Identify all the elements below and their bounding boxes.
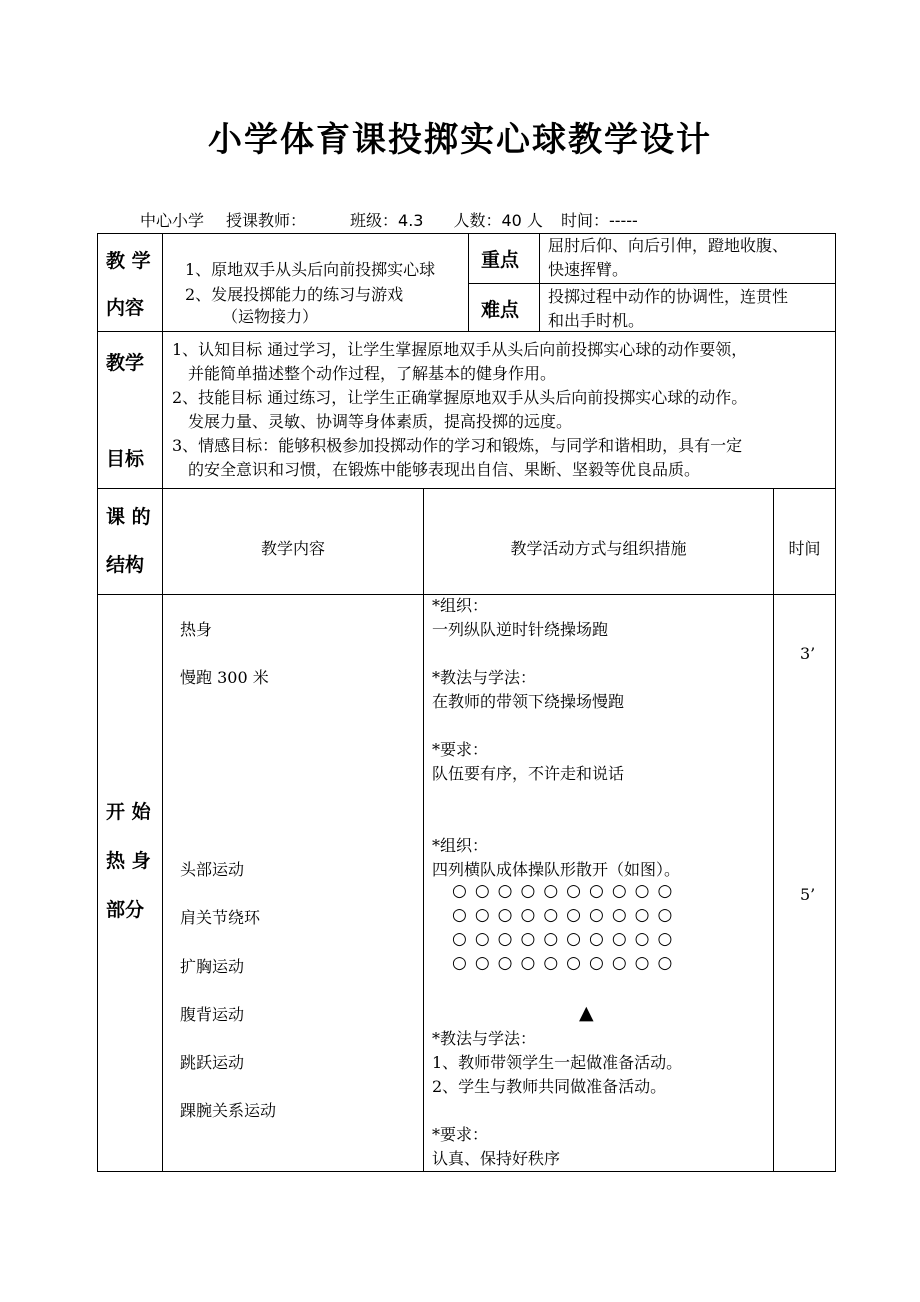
goal-line-4: 发展力量、灵敏、协调等身体素质，提高投掷的远度。: [188, 412, 573, 431]
org2-label: *组织：: [432, 836, 489, 855]
content-header-b: 内容: [106, 297, 145, 319]
warmup-header-cell: [97, 594, 163, 1172]
page-title: 小学体育课投掷实心球教学设计: [208, 120, 712, 160]
content-item-3: （运物接力）: [222, 307, 319, 326]
key-text-1: 屈肘后仰、向后引伸，蹬地收腹、: [548, 236, 789, 255]
key-text-2: 快速挥臂。: [548, 260, 629, 279]
method2-label: *教法与学法：: [432, 1029, 537, 1048]
diff-label: 难点: [481, 299, 520, 321]
method1-text: 在教师的带领下绕操场慢跑: [432, 692, 625, 711]
warmup-item: 热身: [180, 620, 213, 639]
goal-line-2: 并能简单描述整个动作过程，了解基本的健身作用。: [188, 364, 557, 383]
structure-header-b: 结构: [106, 554, 145, 576]
col-time-label: 时间: [788, 539, 821, 558]
warmup-item: 头部运动: [180, 860, 245, 879]
goal-line-3: 2、技能目标 通过练习，让学生正确掌握原地双手从头后向前投掷实心球的动作。: [172, 388, 748, 407]
warmup-item: 跳跃运动: [180, 1053, 245, 1072]
warmup-item: 肩关节绕环: [180, 908, 261, 927]
req2-label: *要求：: [432, 1125, 489, 1144]
goals-header-a: 教学: [106, 352, 145, 374]
structure-header-a: 课 的: [106, 506, 151, 528]
lesson-info: [140, 208, 660, 231]
count-label: 人数：40 人: [453, 211, 543, 230]
key-label: 重点: [481, 249, 520, 271]
warmup-item: 慢跑 300 米: [180, 668, 269, 687]
req2-text: 认真、保持好秩序: [432, 1149, 561, 1168]
class-label: 班级：4.3: [350, 211, 424, 230]
time-value: 5’: [800, 885, 816, 904]
diff-text-2: 和出手时机。: [548, 311, 645, 330]
teacher-label: 授课教师：: [226, 211, 307, 230]
content-header-a: 教 学: [106, 250, 151, 272]
content-item-1: 1、原地双手从头后向前投掷实心球: [185, 260, 436, 279]
goals-header-b: 目标: [106, 448, 145, 470]
formation-row: ○○○○○○○○○○: [452, 881, 681, 901]
org1-text: 一列纵队逆时针绕操场跑: [432, 620, 609, 639]
org2-text: 四列横队成体操队形散开（如图）。: [432, 860, 681, 879]
req1-label: *要求：: [432, 740, 489, 759]
warmup-item: 腹背运动: [180, 1005, 245, 1024]
method2-line-2: 2、学生与教师共同做准备活动。: [432, 1077, 667, 1096]
teacher-triangle-icon: ▲: [579, 1002, 594, 1024]
warmup-header-3: 部分: [106, 899, 145, 921]
warmup-item: 踝腕关系运动: [180, 1101, 277, 1120]
goal-line-1: 1、认知目标 通过学习，让学生掌握原地双手从头后向前投掷实心球的动作要领，: [172, 340, 748, 359]
method1-label: *教法与学法：: [432, 668, 537, 687]
warmup-item: 扩胸运动: [180, 957, 245, 976]
school-name: 中心小学: [140, 211, 205, 230]
goal-line-6: 的安全意识和习惯，在锻炼中能够表现出自信、果断、坚毅等优良品质。: [188, 460, 701, 479]
time-label: 时间：-----: [560, 211, 638, 230]
content-item-2: 2、发展投掷能力的练习与游戏: [185, 285, 404, 304]
formation-row: ○○○○○○○○○○: [452, 953, 681, 973]
formation-row: ○○○○○○○○○○: [452, 905, 681, 925]
col-content-label: 教学内容: [260, 539, 325, 558]
warmup-header-2: 热 身: [106, 850, 151, 872]
warmup-header-1: 开 始: [106, 801, 151, 823]
formation-row: ○○○○○○○○○○: [452, 929, 681, 949]
method2-line-1: 1、教师带领学生一起做准备活动。: [432, 1053, 683, 1072]
req1-text: 队伍要有序，不许走和说话: [432, 764, 625, 783]
org1-label: *组织：: [432, 596, 489, 615]
diff-text-1: 投掷过程中动作的协调性，连贯性: [548, 287, 789, 306]
time-value: 3’: [800, 644, 816, 663]
goal-line-5: 3、情感目标：能够积极参加投掷动作的学习和锻炼，与同学和谐相助，具有一定: [172, 436, 743, 455]
col-activity-label: 教学活动方式与组织措施: [510, 539, 687, 558]
